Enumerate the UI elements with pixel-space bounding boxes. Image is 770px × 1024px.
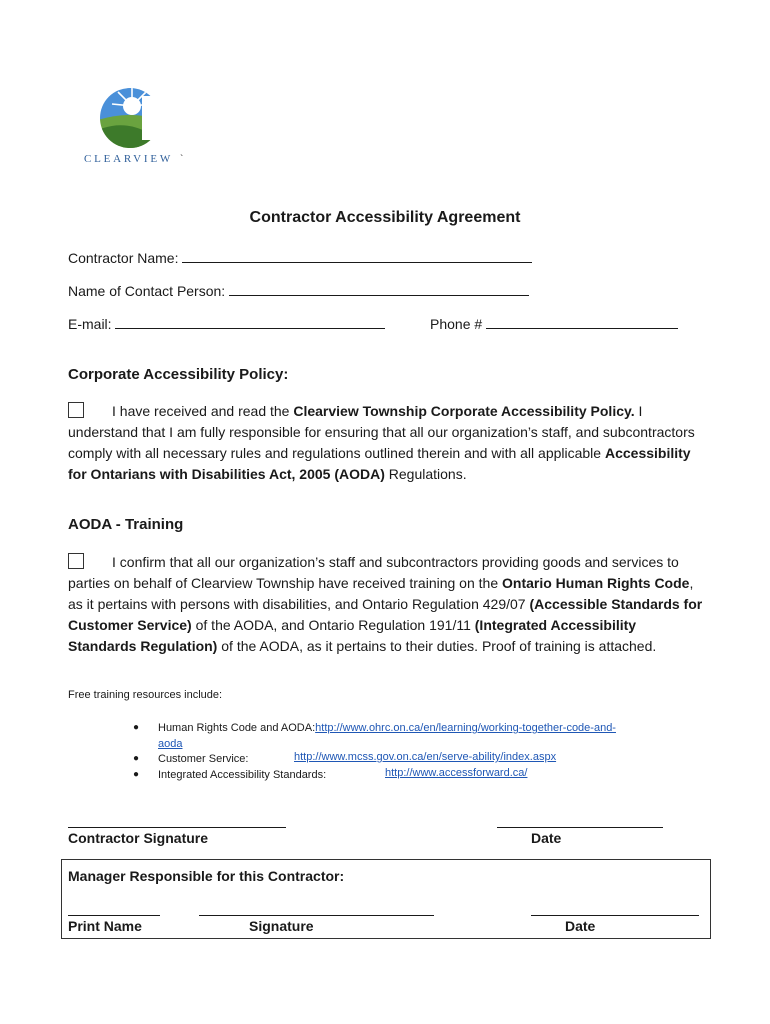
contractor-date-label: Date — [531, 830, 562, 846]
resource-label-cs: Customer Service: — [158, 753, 249, 765]
training-paragraph — [68, 552, 708, 657]
training-heading: AODA - Training — [68, 516, 184, 533]
contact-person-label: Name of Contact Person: — [68, 283, 226, 299]
page-title: Contractor Accessibility Agreement — [249, 209, 521, 226]
training-text-3: of the AODA, and Ontario Regulation 191/11 — [191, 617, 475, 633]
phone-row — [430, 315, 678, 332]
policy-heading: Corporate Accessibility Policy: — [68, 366, 289, 383]
resource-item-ias — [158, 767, 326, 783]
training-bold-2: (Accessible Standards for Customer Service) — [68, 596, 703, 633]
email-label: E-mail: — [68, 316, 112, 332]
manager-signature-label: Signature — [249, 918, 314, 934]
resources-intro: Free training resources include: — [68, 689, 223, 701]
contractor-name-row — [68, 249, 532, 266]
print-name-label: Print Name — [68, 918, 142, 934]
contractor-date-line[interactable] — [497, 826, 663, 828]
manager-heading: Manager Responsible for this Contractor: — [68, 868, 345, 884]
bullet-icon: ● — [133, 769, 140, 780]
contractor-signature-label: Contractor Signature — [68, 830, 209, 846]
contractor-signature-line[interactable] — [68, 826, 286, 828]
training-checkbox[interactable] — [68, 553, 84, 569]
training-bold-3: (Integrated Accessibility Standards Regulation) — [68, 617, 637, 654]
policy-bold-1: Clearview Township Corporate Accessibility Policy. — [293, 403, 635, 419]
training-text-4: of the AODA, as it pertains to their duties. Proof of training is attached. — [217, 638, 657, 654]
manager-date-line[interactable] — [531, 914, 699, 916]
resource-item-hrc — [158, 720, 616, 752]
bullet-icon: ● — [133, 722, 140, 733]
customer-service-link[interactable]: http://www.mcss.gov.on.ca/en/serve-ability/index.aspx — [294, 751, 557, 763]
training-bold-1: Ontario Human Rights Code — [502, 575, 690, 591]
hrc-link[interactable]: http://www.ohrc.on.ca/en/learning/working-together-code-and- — [315, 722, 616, 734]
policy-text-1: I have received and read the — [112, 403, 294, 419]
phone-label: Phone # — [430, 316, 483, 332]
contact-person-row — [68, 282, 529, 299]
logo-wordmark: CLEARVIEW — [84, 153, 174, 165]
contractor-name-label: Contractor Name: — [68, 250, 179, 266]
training-text-2: , as it pertains with persons with disabilities, and Ontario Regulation 429/07 — [68, 575, 694, 612]
ias-link[interactable]: http://www.accessforward.ca/ — [385, 767, 528, 779]
policy-paragraph — [68, 401, 708, 485]
resource-label-hrc: Human Rights Code and AODA: — [158, 722, 316, 734]
contact-person-field[interactable] — [229, 282, 529, 296]
training-text-1: I confirm that all our organization’s staff and subcontractors providing goods and services to parties on behalf of Clearview Township have received training on the — [68, 554, 679, 591]
manager-signature-line[interactable] — [199, 914, 434, 916]
phone-field[interactable] — [486, 315, 678, 329]
logo-mark: ` — [180, 154, 184, 165]
policy-checkbox[interactable] — [68, 402, 84, 418]
print-name-line[interactable] — [68, 914, 160, 916]
clearview-logo — [98, 86, 162, 150]
contractor-name-field[interactable] — [182, 249, 532, 263]
hrc-link-cont[interactable]: aoda — [158, 738, 183, 750]
email-field[interactable] — [115, 315, 385, 329]
resource-item-customer-service — [158, 751, 248, 767]
policy-bold-2: Accessibility for Ontarians with Disabilities Act, 2005 (AODA) — [68, 445, 691, 482]
manager-date-label: Date — [565, 918, 596, 934]
policy-text-2: I understand that I am fully responsible for ensuring that all our organization’s staff, and subcontractors comply with all necessary rules and regulations outlined therein and with all applicable — [68, 403, 695, 461]
email-row — [68, 315, 385, 332]
resource-label-ias: Integrated Accessibility Standards: — [158, 769, 327, 781]
policy-text-3: Regulations. — [384, 466, 467, 482]
bullet-icon: ● — [133, 753, 140, 764]
